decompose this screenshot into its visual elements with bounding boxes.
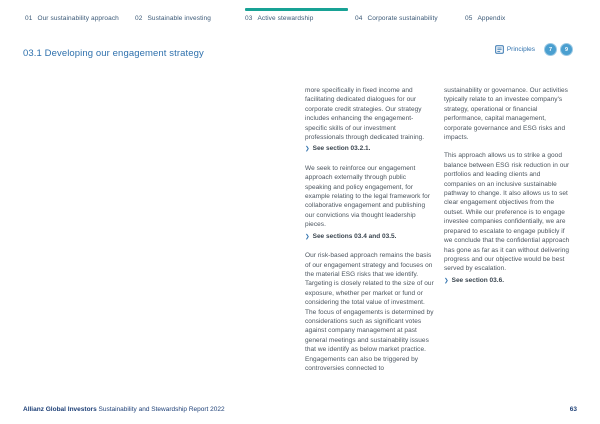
paragraph: Our risk-based approach remains the basis of our engagement strategy and focuses on the material ESG risks that we identify. Targeting is closely related to the size of our exposure, whether per market or fund or considering the total value of investment. The focus of engagements is determined by considerations such as significant votes against company management at past general meetings and sustainability issues that we identify as below market practice. Engagements can also be triggered by controversies connected to [305,252,434,372]
principle-badge[interactable]: 9 [560,43,573,56]
see-section-link[interactable] [305,144,434,154]
nav-item-active-stewardship[interactable] [245,8,355,22]
principle-badges [541,43,573,56]
page-number: 63 [569,406,577,413]
see-section-label: See section 03.6. [451,276,504,284]
paragraph: more specifically in fixed income and facilitating dedicated dialogues for our corporate credit strategies. Our strategy includes enhancing the engagement-specific skills of our investment professionals through dedicated training. [305,87,425,142]
paragraph: sustainability or governance. Our activities typically relate to an investee company's strategy, operational or financial performance, capital management, corporate governance and ESG risks and impacts. [444,87,568,142]
tab-indicator-empty [25,8,128,11]
tab-indicator-empty [465,8,568,11]
page-footer [23,406,577,413]
nav-item-our-sustainability-approach[interactable] [25,8,135,22]
report-title: Sustainability and Stewardship Report 2022 [98,406,225,413]
nav-item-label: 01 Our sustainability approach [25,15,119,22]
brand-name: Allianz Global Investors [23,406,97,413]
body-content [305,86,573,382]
principles-icon [495,45,504,54]
footer-report-title [23,406,225,413]
nav-item-corporate-sustainability[interactable] [355,8,465,22]
text-column-2 [444,86,573,382]
page-title: 03.1 Developing our engagement strategy [23,48,204,59]
tab-indicator-empty [355,8,458,11]
nav-item-label: 03 Active stewardship [245,15,314,22]
tab-indicator-empty [135,8,238,11]
top-navigation [25,8,600,22]
active-tab-indicator [245,8,348,11]
nav-item-label: 05 Appendix [465,15,506,22]
chevron-right-icon: ❯ [305,233,310,240]
nav-item-appendix[interactable] [465,8,575,22]
paragraph: This approach allows us to strike a good balance between ESG risk reduction in our portfolios and leading clients and companies on an inclusive sustainable pathway to change. It also allows us to set clear engagement objectives from the outset. While our preference is to engage investee companies confidentially, we are prepared to escalate to engage publicly if we conclude that the confidential approach has gone as far as it can without delivering progress and our objective would be best served by escalation. [444,152,570,273]
see-section-link[interactable] [444,276,573,286]
chevron-right-icon: ❯ [444,277,449,284]
see-section-link[interactable] [305,232,434,242]
chevron-right-icon: ❯ [305,146,310,153]
nav-item-sustainable-investing[interactable] [135,8,245,22]
see-section-label: See sections 03.4 and 03.5. [312,232,397,240]
nav-item-label: 04 Corporate sustainability [355,15,438,22]
see-section-label: See section 03.2.1. [312,145,371,153]
principle-badge[interactable]: 7 [544,43,557,56]
nav-item-label: 02 Sustainable investing [135,15,211,22]
principles-label: Principles [506,46,535,53]
principles-group [495,43,573,56]
text-column-1 [305,86,434,382]
paragraph: We seek to reinforce our engagement approach externally through public speaking and policy engagement, for example relating to the legal framework for collaborative engagement and publishing our convictions via thought leadership pieces. [305,164,430,229]
